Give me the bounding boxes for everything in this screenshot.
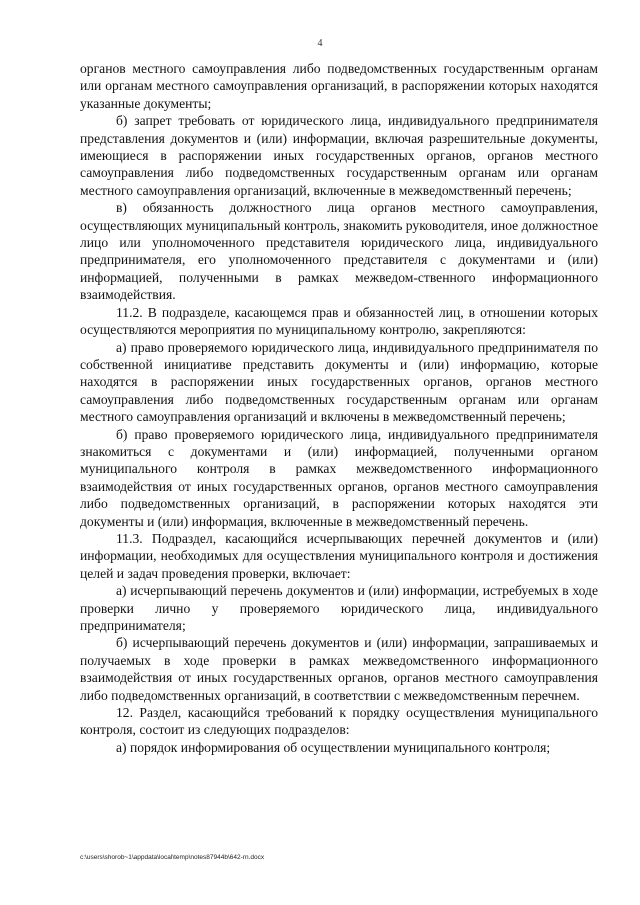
document-body <box>80 60 598 756</box>
paragraph-10: 12. Раздел, касающийся требований к порядку осуществления муниципального контроля, состоит из следующих подразделов: <box>80 705 598 738</box>
footer-file-path: c:\users\shorob~1\appdata\local\temp\notes87944b\642-rn.docx <box>80 854 265 861</box>
paragraph-6: б) право проверяемого юридического лица, индивидуального предпринимателя знакомиться с документами и (или) информацией, полученными органом муниципального контроля в рамках межведомственного информационного взаимодействия от иных государственных органов, органов местного самоуправления либо подведомственных организаций, в распоряжении которых находятся эти документы и (или) информация, включенные в межведомственный перечень. <box>80 426 598 529</box>
paragraph-2: б) запрет требовать от юридического лица, индивидуального предпринимателя представления документов и (или) информации, включая разрешительные документы, имеющиеся в распоряжении иных государственных органов, органов местного самоуправления либо подведомственных государственным органам или органам местного самоуправления организаций, включенные в межведомственный перечень; <box>80 113 598 198</box>
paragraph-9: б) исчерпывающий перечень документов и (или) информации, запрашиваемых и получаемых в ходе проверки в рамках межведомственного информационного взаимодействия от иных государственных органов, органов местного самоуправления либо подведомственных организаций, в соответствии с межведомственным перечнем. <box>80 635 598 703</box>
paragraph-4: 11.2. В подразделе, касающемся прав и обязанностей лиц, в отношении которых осуществляются мероприятия по муниципальному контролю, закрепляются: <box>80 304 598 338</box>
paragraph-11: а) порядок информирования об осуществлении муниципального контроля; <box>116 739 551 755</box>
page-number: 4 <box>317 38 323 49</box>
paragraph-8: а) исчерпывающий перечень документов и (или) информации, истребуемых в ходе проверки лично у проверяемого юридического лица, индивидуального предпринимателя; <box>80 583 598 633</box>
paragraph-5: а) право проверяемого юридического лица, индивидуального предпринимателя по собственной инициативе представить документы и (или) информацию, которые находятся в распоряжении иных государственных органов, органов местного самоуправления либо подведомственных государственным органам или органам местного самоуправления организаций и включены в межведомственный перечень; <box>80 339 598 425</box>
paragraph-3: в) обязанность должностного лица органов местного самоуправления, осуществляющих муниципальный контроль, знакомить руководителя, иное должностное лицо или уполномоченного представителя юридического лица, индивидуального предпринимателя, его уполномоченного представителя с документами и (или) информацией, полученными в рамках межведом-ственного информационного взаимодействия. <box>80 200 598 303</box>
paragraph-7: 11.3. Подраздел, касающийся исчерпывающих перечней документов и (или) информации, необходимых для осуществления муниципального контроля и достижения целей и задач проведения проверки, включает: <box>80 530 598 581</box>
paragraph-1: органов местного самоуправления либо подведомственных государственным органам или органам местного самоуправления организаций, в распоряжении которых находятся указанные документы; <box>80 61 598 111</box>
